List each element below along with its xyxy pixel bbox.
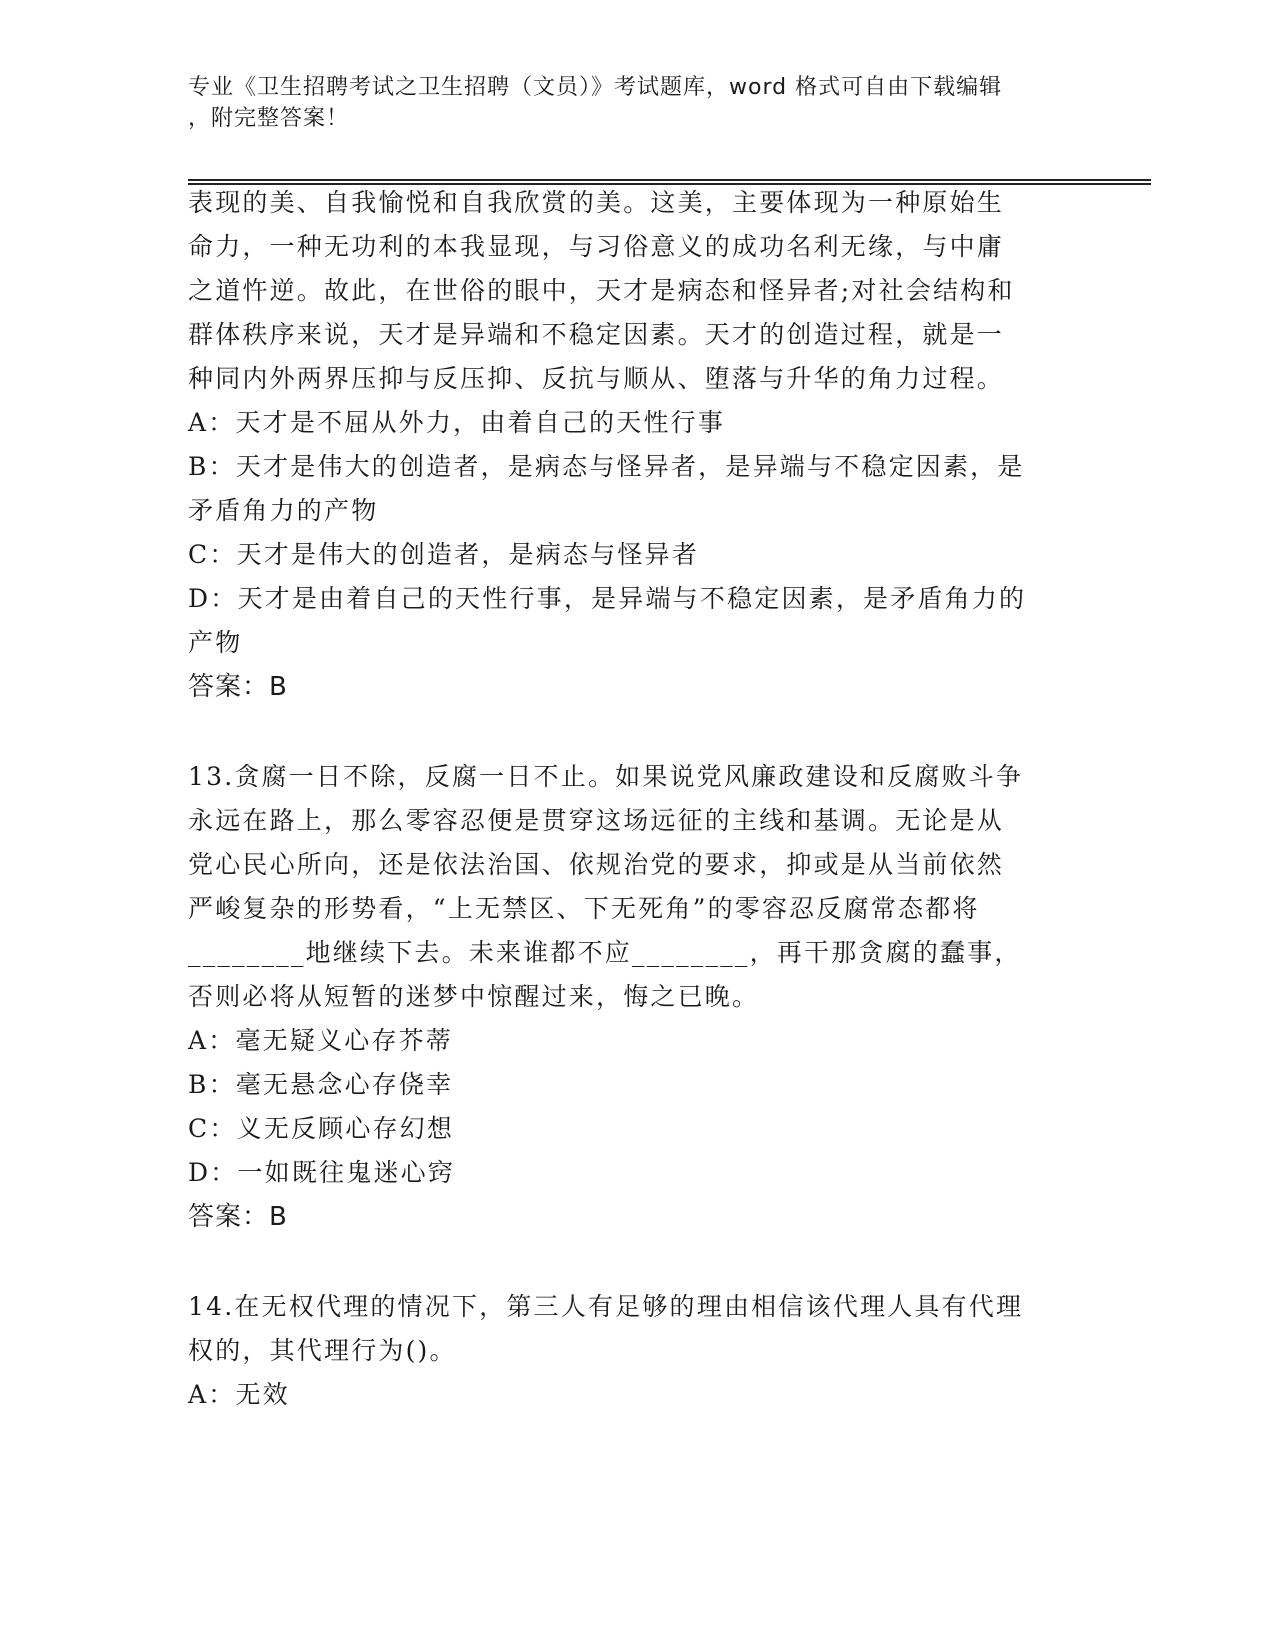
q14-option-a: A：无效 bbox=[188, 1380, 290, 1409]
q12-passage-line-4: 群体秩序来说，天才是异端和不稳定因素。天才的创造过程，就是一 bbox=[188, 320, 1005, 349]
q12-passage-line-5: 种同内外两界压抑与反压抑、反抗与顺从、堕落与升华的角力过程。 bbox=[188, 364, 1005, 393]
q13-option-a: A：毫无疑义心存芥蒂 bbox=[188, 1026, 454, 1055]
q13-stem-line-1: 13.贪腐一日不除，反腐一日不止。如果说党风廉政建设和反腐败斗争 bbox=[188, 762, 1024, 791]
q12-option-a: A：天才是不屈从外力，由着自己的天性行事 bbox=[188, 408, 726, 437]
q12-option-d-line-1: D：天才是由着自己的天性行事，是异端与不稳定因素，是矛盾角力的 bbox=[188, 584, 1027, 613]
q12-passage-line-3: 之道忤逆。故此，在世俗的眼中，天才是病态和怪异者;对社会结构和 bbox=[188, 276, 1015, 305]
q13-stem-line-3: 党心民心所向，还是依法治国、依规治党的要求，抑或是从当前依然 bbox=[188, 850, 1005, 879]
q12-option-b-line-1: B：天才是伟大的创造者，是病态与怪异者，是异端与不稳定因素，是 bbox=[188, 452, 1025, 481]
q14-stem-line-2: 权的，其代理行为()。 bbox=[188, 1336, 457, 1365]
q13-option-b: B：毫无悬念心存侥幸 bbox=[188, 1070, 454, 1099]
q13-option-d: D：一如既往鬼迷心窍 bbox=[188, 1158, 456, 1187]
q13-stem-line-2: 永远在路上，那么零容忍便是贯穿这场远征的主线和基调。无论是从 bbox=[188, 806, 1005, 835]
document-header-line-2: ，附完整答案！ bbox=[188, 106, 350, 131]
q14-stem-line-1: 14.在无权代理的情况下，第三人有足够的理由相信该代理人具有代理 bbox=[188, 1292, 1024, 1321]
q13-stem-line-6: 否则必将从短暂的迷梦中惊醒过来，悔之已晚。 bbox=[188, 982, 760, 1011]
q13-stem-line-5: ________地继续下去。未来谁都不应________，再干那贪腐的蠢事， bbox=[188, 938, 1022, 967]
q12-option-b-line-2: 矛盾角力的产物 bbox=[188, 496, 379, 525]
q13-option-c: C：义无反顾心存幻想 bbox=[188, 1114, 455, 1143]
q12-option-d-line-2: 产物 bbox=[188, 628, 243, 657]
q13-answer: 答案：B bbox=[188, 1202, 288, 1232]
q12-answer: 答案：B bbox=[188, 672, 288, 702]
document-header-line-1: 专业《卫生招聘考试之卫生招聘（文员）》考试题库，word 格式可自由下载编辑 bbox=[188, 75, 1003, 100]
header-divider bbox=[188, 179, 1151, 185]
q12-passage-line-2: 命力，一种无功利的本我显现，与习俗意义的成功名利无缘，与中庸 bbox=[188, 232, 1005, 261]
q12-option-c: C：天才是伟大的创造者，是病态与怪异者 bbox=[188, 540, 699, 569]
q12-passage-line-1: 表现的美、自我愉悦和自我欣赏的美。这美，主要体现为一种原始生 bbox=[188, 188, 1005, 217]
q13-stem-line-4: 严峻复杂的形势看，“上无禁区、下无死角”的零容忍反腐常态都将 bbox=[188, 894, 980, 923]
